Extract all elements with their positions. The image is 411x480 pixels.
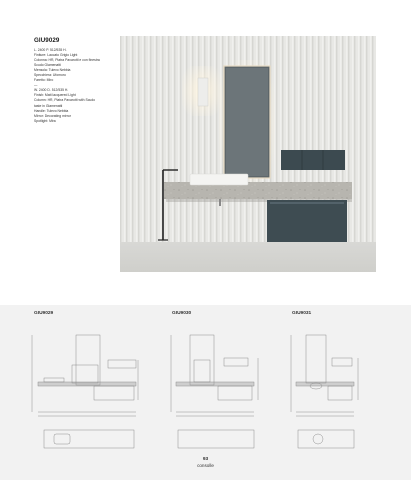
basin <box>190 174 248 185</box>
elevation-drawing-2 <box>168 330 268 460</box>
spec-line: Faretto: Miro <box>34 78 54 83</box>
spec-line: Column: HR, Piatra Pavarotti with Scudo <box>34 98 96 103</box>
spec-line: Spotlight: Mira <box>34 118 56 123</box>
product-photo <box>120 36 376 272</box>
spec-line: Finiture: Laccato Grigio Light <box>34 53 78 58</box>
drawing-label: GIU9029 <box>34 311 54 316</box>
elevation-drawing-3 <box>288 330 368 460</box>
spec-line: L. 2400 P. 512/535 H. <box>34 48 67 52</box>
drawing-label: GIU9031 <box>292 311 312 316</box>
wall-lamp <box>198 78 208 106</box>
spec-line: Finish: Matt lacquered Light <box>34 93 76 98</box>
page-number: 93 <box>202 457 209 462</box>
floor <box>120 242 376 272</box>
page-footer <box>0 457 411 468</box>
spec-line: Specchiera: Ufomoro <box>34 73 66 78</box>
spec-line: Colonna: HR, Piatra Pavarotti e con finestra <box>34 58 100 63</box>
drawer-unit <box>267 200 347 242</box>
spec-line: Mirror: Decorating mirror <box>34 113 71 118</box>
elevation-drawing-1 <box>30 330 150 460</box>
spec-line: Handle: Tulevo Nebbia <box>34 108 69 113</box>
wall-cabinet <box>281 150 345 170</box>
technical-drawings <box>0 305 411 480</box>
spec-line: Mensola: Tulevo Nebbia <box>34 68 71 73</box>
section-name: consolle <box>197 463 214 468</box>
product-spec-block <box>34 37 124 124</box>
product-code: GIU9029 <box>34 37 60 44</box>
drawing-label: GIU9030 <box>172 311 192 316</box>
spec-line: — <box>34 83 38 88</box>
spec-line: Scudo Glamenatti <box>34 63 61 68</box>
spec-line: taste in Glamenatti <box>34 103 63 108</box>
spec-line: W. 2400 D. 512/535 H. <box>34 88 69 93</box>
